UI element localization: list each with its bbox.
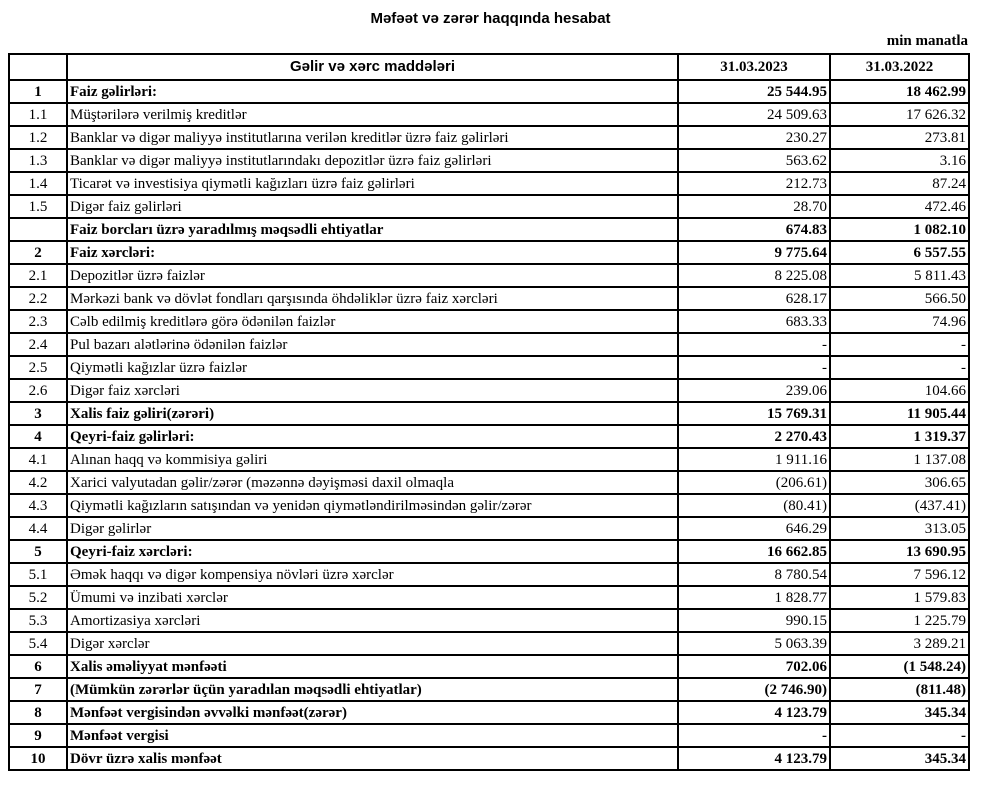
row-number: 4.1 xyxy=(9,448,67,471)
table-row xyxy=(9,747,969,770)
row-value-2022: 345.34 xyxy=(830,701,969,724)
table-row xyxy=(9,103,969,126)
row-value-2023: 4 123.79 xyxy=(678,701,830,724)
row-item-label: Faiz xərcləri: xyxy=(67,241,678,264)
row-number: 7 xyxy=(9,678,67,701)
table-row xyxy=(9,517,969,540)
row-value-2023: 674.83 xyxy=(678,218,830,241)
row-value-2023: 230.27 xyxy=(678,126,830,149)
row-item-label: Mərkəzi bank və dövlət fondları qarşısında öhdəliklər üzrə faiz xərcləri xyxy=(67,287,678,310)
table-row xyxy=(9,218,969,241)
row-value-2023: - xyxy=(678,333,830,356)
table-row xyxy=(9,655,969,678)
row-number: 4.4 xyxy=(9,517,67,540)
row-value-2022: 1 579.83 xyxy=(830,586,969,609)
header-col-2022: 31.03.2022 xyxy=(830,54,969,80)
row-item-label: Qiymətli kağızların satışından və yenidən qiymətləndirilməsindən gəlir/zərər xyxy=(67,494,678,517)
table-row xyxy=(9,402,969,425)
row-item-label: Xalis əməliyyat mənfəəti xyxy=(67,655,678,678)
row-value-2022: 3 289.21 xyxy=(830,632,969,655)
row-value-2023: 212.73 xyxy=(678,172,830,195)
row-value-2022: 345.34 xyxy=(830,747,969,770)
table-body xyxy=(9,80,969,770)
row-value-2023: 702.06 xyxy=(678,655,830,678)
row-value-2023: - xyxy=(678,356,830,379)
table-row xyxy=(9,632,969,655)
row-value-2022: 313.05 xyxy=(830,517,969,540)
row-item-label: Banklar və digər maliyyə institutlarındakı depozitlər üzrə faiz gəlirləri xyxy=(67,149,678,172)
row-item-label: Faiz borcları üzrə yaradılmış məqsədli ehtiyatlar xyxy=(67,218,678,241)
row-item-label: Depozitlər üzrə faizlər xyxy=(67,264,678,287)
row-value-2022: 18 462.99 xyxy=(830,80,969,103)
row-value-2022: - xyxy=(830,333,969,356)
row-number: 2.3 xyxy=(9,310,67,333)
row-value-2022: 5 811.43 xyxy=(830,264,969,287)
row-value-2022: 13 690.95 xyxy=(830,540,969,563)
row-number: 3 xyxy=(9,402,67,425)
table-row xyxy=(9,448,969,471)
row-value-2022: 306.65 xyxy=(830,471,969,494)
row-item-label: Qeyri-faiz gəlirləri: xyxy=(67,425,678,448)
row-value-2022: 1 137.08 xyxy=(830,448,969,471)
row-value-2022: 17 626.32 xyxy=(830,103,969,126)
row-value-2023: 646.29 xyxy=(678,517,830,540)
row-value-2023: 8 225.08 xyxy=(678,264,830,287)
row-item-label: Əmək haqqı və digər kompensiya növləri üzrə xərclər xyxy=(67,563,678,586)
row-item-label: Cəlb edilmiş kreditlərə görə ödənilən faizlər xyxy=(67,310,678,333)
row-item-label: Digər xərclər xyxy=(67,632,678,655)
row-item-label: Digər faiz gəlirləri xyxy=(67,195,678,218)
row-value-2023: 15 769.31 xyxy=(678,402,830,425)
row-value-2023: 1 828.77 xyxy=(678,586,830,609)
row-value-2022: 104.66 xyxy=(830,379,969,402)
table-row xyxy=(9,195,969,218)
row-value-2023: 1 911.16 xyxy=(678,448,830,471)
table-row xyxy=(9,264,969,287)
row-value-2023: 9 775.64 xyxy=(678,241,830,264)
table-row xyxy=(9,494,969,517)
row-value-2023: (206.61) xyxy=(678,471,830,494)
table-row xyxy=(9,172,969,195)
row-value-2022: 6 557.55 xyxy=(830,241,969,264)
row-item-label: Mənfəət vergisindən əvvəlki mənfəət(zərər) xyxy=(67,701,678,724)
row-number: 5.1 xyxy=(9,563,67,586)
row-number: 8 xyxy=(9,701,67,724)
page-title: Məfəət və zərər haqqında hesabat xyxy=(370,10,611,27)
row-item-label: Qiymətli kağızlar üzrə faizlər xyxy=(67,356,678,379)
row-value-2023: (2 746.90) xyxy=(678,678,830,701)
row-value-2023: 563.62 xyxy=(678,149,830,172)
row-value-2023: 628.17 xyxy=(678,287,830,310)
row-number: 2 xyxy=(9,241,67,264)
row-number: 4.3 xyxy=(9,494,67,517)
income-statement-table xyxy=(8,53,970,771)
row-item-label: Faiz gəlirləri: xyxy=(67,80,678,103)
row-value-2022: (811.48) xyxy=(830,678,969,701)
table-row xyxy=(9,379,969,402)
row-item-label: Qeyri-faiz xərcləri: xyxy=(67,540,678,563)
table-row xyxy=(9,425,969,448)
row-number: 5 xyxy=(9,540,67,563)
row-number: 2.4 xyxy=(9,333,67,356)
table-row xyxy=(9,126,969,149)
row-item-label: Digər faiz xərcləri xyxy=(67,379,678,402)
table-row xyxy=(9,80,969,103)
row-number: 2.5 xyxy=(9,356,67,379)
header-col-2023: 31.03.2023 xyxy=(678,54,830,80)
row-value-2023: 25 544.95 xyxy=(678,80,830,103)
row-value-2023: (80.41) xyxy=(678,494,830,517)
table-row xyxy=(9,724,969,747)
row-value-2022: 7 596.12 xyxy=(830,563,969,586)
row-value-2022: 1 319.37 xyxy=(830,425,969,448)
row-value-2023: 2 270.43 xyxy=(678,425,830,448)
row-number: 5.4 xyxy=(9,632,67,655)
table-row xyxy=(9,356,969,379)
unit-note: min manatla xyxy=(886,33,968,49)
row-value-2023: 24 509.63 xyxy=(678,103,830,126)
row-value-2022: 11 905.44 xyxy=(830,402,969,425)
row-number: 4 xyxy=(9,425,67,448)
row-value-2022: - xyxy=(830,724,969,747)
row-value-2022: - xyxy=(830,356,969,379)
table-row xyxy=(9,310,969,333)
row-value-2022: 74.96 xyxy=(830,310,969,333)
row-value-2022: 273.81 xyxy=(830,126,969,149)
row-number: 2.6 xyxy=(9,379,67,402)
row-number xyxy=(9,218,67,241)
row-number: 1.1 xyxy=(9,103,67,126)
row-number: 5.3 xyxy=(9,609,67,632)
table-row xyxy=(9,333,969,356)
row-number: 1 xyxy=(9,80,67,103)
row-number: 6 xyxy=(9,655,67,678)
row-item-label: Xarici valyutadan gəlir/zərər (məzənnə dəyişməsi daxil olmaqla xyxy=(67,471,678,494)
row-number: 1.2 xyxy=(9,126,67,149)
row-value-2023: 239.06 xyxy=(678,379,830,402)
table-row xyxy=(9,701,969,724)
table-row xyxy=(9,241,969,264)
table-header-row xyxy=(9,54,969,80)
row-item-label: Müştərilərə verilmiş kreditlər xyxy=(67,103,678,126)
table-row xyxy=(9,471,969,494)
row-value-2022: (1 548.24) xyxy=(830,655,969,678)
row-number: 5.2 xyxy=(9,586,67,609)
row-number: 1.4 xyxy=(9,172,67,195)
row-item-label: Mənfəət vergisi xyxy=(67,724,678,747)
row-value-2022: 3.16 xyxy=(830,149,969,172)
row-item-label: Alınan haqq və kommisiya gəliri xyxy=(67,448,678,471)
row-item-label: Pul bazarı alətlərinə ödənilən faizlər xyxy=(67,333,678,356)
row-number: 2.2 xyxy=(9,287,67,310)
table-row xyxy=(9,540,969,563)
row-value-2023: 16 662.85 xyxy=(678,540,830,563)
row-number: 2.1 xyxy=(9,264,67,287)
header-number-cell xyxy=(9,54,67,80)
row-value-2023: - xyxy=(678,724,830,747)
row-number: 1.3 xyxy=(9,149,67,172)
row-value-2022: (437.41) xyxy=(830,494,969,517)
row-value-2022: 472.46 xyxy=(830,195,969,218)
row-value-2022: 1 082.10 xyxy=(830,218,969,241)
row-value-2023: 4 123.79 xyxy=(678,747,830,770)
row-number: 10 xyxy=(9,747,67,770)
row-value-2022: 1 225.79 xyxy=(830,609,969,632)
table-row xyxy=(9,586,969,609)
row-item-label: (Mümkün zərərlər üçün yaradılan məqsədli ehtiyatlar) xyxy=(67,678,678,701)
row-value-2023: 28.70 xyxy=(678,195,830,218)
row-item-label: Digər gəlirlər xyxy=(67,517,678,540)
table-row xyxy=(9,563,969,586)
row-item-label: Banklar və digər maliyyə institutlarına verilən kreditlər üzrə faiz gəlirləri xyxy=(67,126,678,149)
row-value-2023: 8 780.54 xyxy=(678,563,830,586)
table-row xyxy=(9,678,969,701)
row-item-label: Xalis faiz gəliri(zərəri) xyxy=(67,402,678,425)
row-item-label: Dövr üzrə xalis mənfəət xyxy=(67,747,678,770)
row-value-2022: 87.24 xyxy=(830,172,969,195)
row-value-2023: 683.33 xyxy=(678,310,830,333)
table-row xyxy=(9,149,969,172)
row-value-2023: 5 063.39 xyxy=(678,632,830,655)
row-number: 1.5 xyxy=(9,195,67,218)
row-item-label: Amortizasiya xərcləri xyxy=(67,609,678,632)
header-item-cell: Gəlir və xərc maddələri xyxy=(67,54,678,80)
row-item-label: Ticarət və investisiya qiymətli kağızları üzrə faiz gəlirləri xyxy=(67,172,678,195)
row-value-2023: 990.15 xyxy=(678,609,830,632)
row-value-2022: 566.50 xyxy=(830,287,969,310)
row-number: 9 xyxy=(9,724,67,747)
row-item-label: Ümumi və inzibati xərclər xyxy=(67,586,678,609)
table-row xyxy=(9,609,969,632)
row-number: 4.2 xyxy=(9,471,67,494)
table-row xyxy=(9,287,969,310)
